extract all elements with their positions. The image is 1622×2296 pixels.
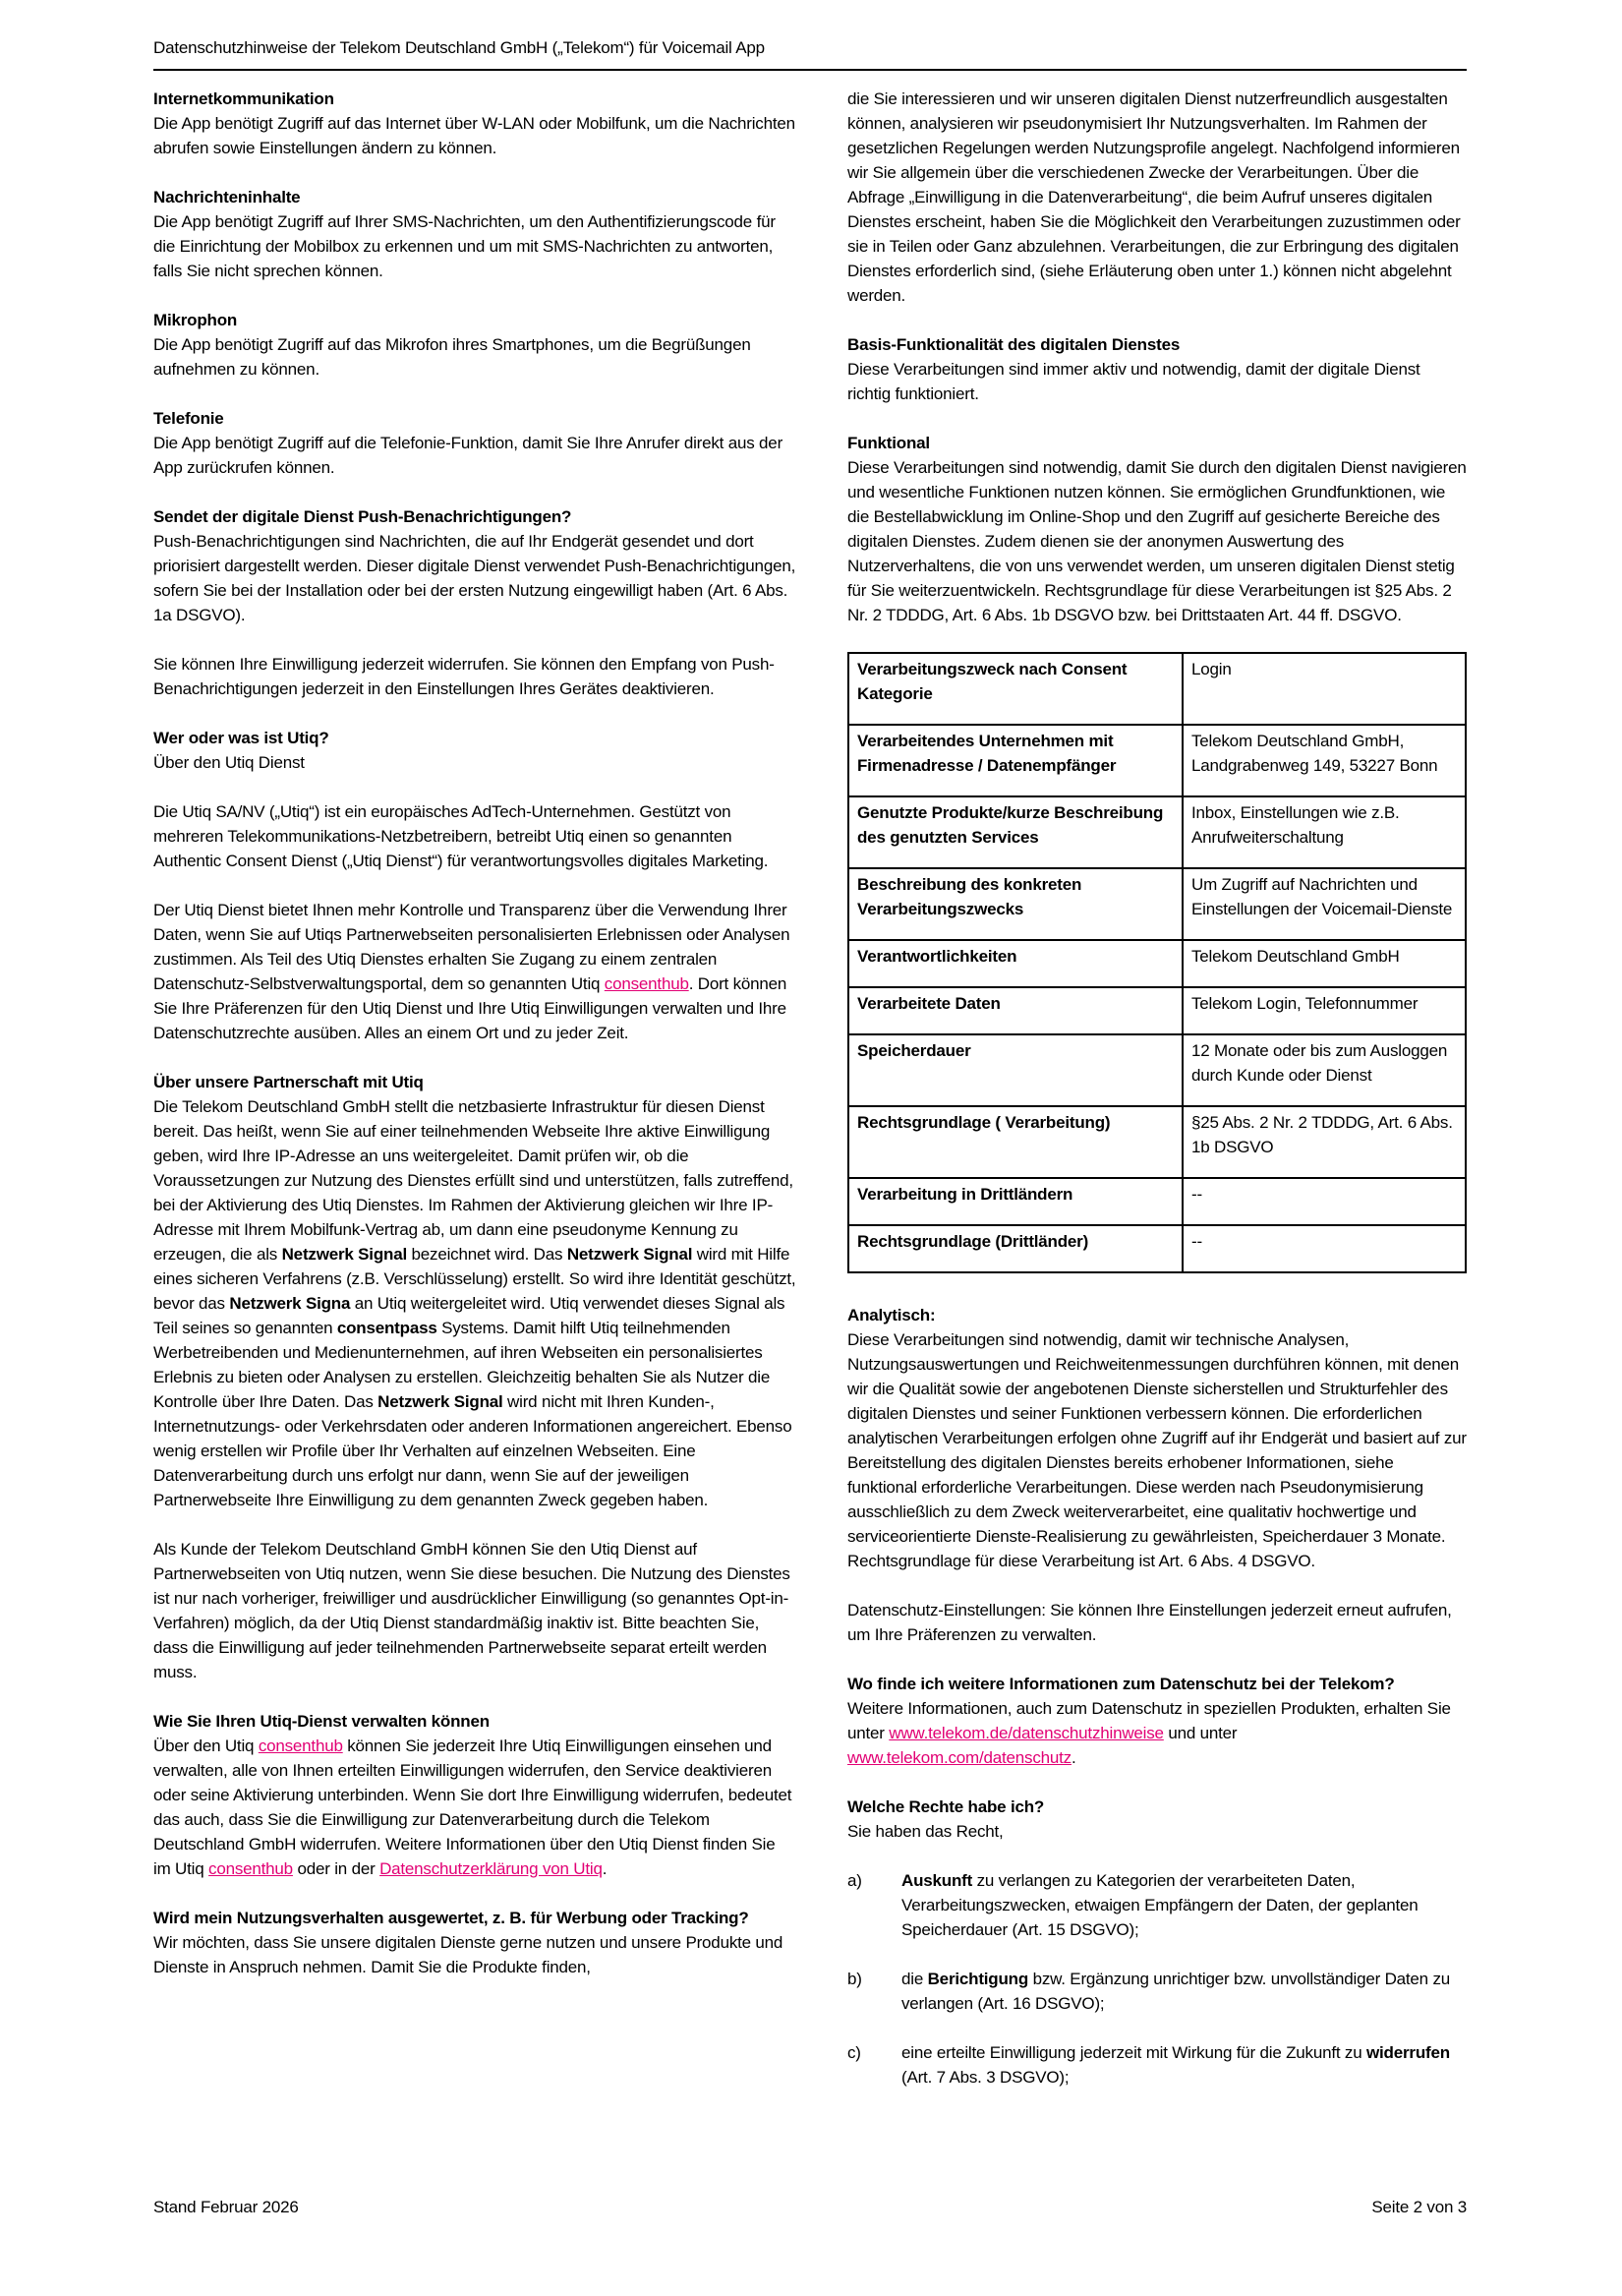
table-row-value: §25 Abs. 2 Nr. 2 TDDDG, Art. 6 Abs. 1b DSGVO	[1183, 1106, 1466, 1178]
table-row-value: --	[1183, 1225, 1466, 1272]
paragraph: Die App benötigt Zugriff auf das Internet über W-LAN oder Mobilfunk, um die Nachrichten abrufen sowie Einstellungen ändern zu können.	[153, 114, 795, 157]
right-column	[847, 87, 1467, 2114]
section-heading-mikrophon: Mikrophon	[153, 311, 238, 329]
table-row	[848, 987, 1466, 1034]
bold-text: consentpass	[336, 1319, 437, 1337]
section-heading-basis-funktionalitaet: Basis-Funktionalität des digitalen Dienstes	[847, 335, 1181, 354]
text: Weitere Informationen, auch zum Datenschutz in speziellen Produkten, erhalten Sie unter	[847, 1699, 1451, 1742]
paragraph: Diese Verarbeitungen sind notwendig, damit Sie durch den digitalen Dienst navigieren und wesentliche Funktionen nutzen können. Sie ermöglichen Grundfunktionen, wie die Bestellabwicklung im Online-Shop und den Zugriff auf gesicherte Bereiche des digitalen Dienstes. Zudem dienen sie der anonymen Auswertung des Nutzerverhaltens, die von uns verwendet werden, um unseren digitalen Dienst stetig für Sie weiterzuentwickeln. Rechtsgrundlage für diese Verarbeitungen ist §25 Abs. 2 Nr. 2 TDDDG, Art. 6 Abs. 1b DSGVO bzw. bei Drittstaaten Art. 44 ff. DSGVO.	[847, 458, 1467, 624]
paragraph: Diese Verarbeitungen sind notwendig, damit wir technische Analysen, Nutzungsauswertungen und Reichweitenmessungen durchführen können, mit denen wir die Qualität sowie der angebotenen Dienste sicherstellen und Strukturfehler des digitalen Dienstes und seiner Funktionen verbessern können. Die erforderlichen analytischen Verarbeitungen erfolgen ohne Zugriff auf ihr Endgerät und basiert auf zur Bereitstellung des digitalen Dienstes bereits erhobener Informationen, siehe funktional erforderliche Verarbeitungen. Diese werden nach Pseudonymisierung ausschließlich zu dem Zweck weiterverarbeitet, eine qualitativ hochwertige und serviceorientierte Dienste-Realisierung zu gewährleisten, Speicherdauer 3 Monate. Rechtsgrundlage für diese Verarbeitung ist Art. 6 Abs. 4 DSGVO.	[847, 1330, 1467, 1570]
section-heading-tracking: Wird mein Nutzungsverhalten ausgewertet, z. B. für Werbung oder Tracking?	[153, 1909, 749, 1927]
bold-text: Netzwerk Signal	[566, 1245, 693, 1264]
table-row-value: Telekom Deutschland GmbH	[1183, 940, 1466, 987]
text: und unter	[1163, 1724, 1238, 1742]
bold-text: Netzwerk Signal	[281, 1245, 407, 1264]
table-row-label: Verarbeitung in Drittländern	[848, 1178, 1183, 1225]
two-column-layout	[153, 87, 1467, 2114]
paragraph	[153, 1094, 796, 1512]
text-link[interactable]: Datenschutzerklärung von Utiq	[379, 1859, 603, 1878]
rights-list-item	[847, 2040, 1467, 2090]
table-row-value: Inbox, Einstellungen wie z.B. Anrufweiterschaltung	[1183, 796, 1466, 868]
bold-text: Netzwerk Signal	[377, 1392, 503, 1411]
rights-list-item	[847, 1868, 1467, 1942]
paragraph-continuation: die Sie interessieren und wir unseren digitalen Dienst nutzerfreundlich ausgestalten können, analysieren wir pseudonymisiert Ihr Nutzungsverhalten. Im Rahmen der gesetzlichen Regelungen werden Nutzungsprofile angelegt. Nachfolgend informieren wir Sie allgemein über die verschiedenen Zwecke der Verarbeitungen. Über die Abfrage „Einwilligung in die Datenverarbeitung“, die beim Aufruf unseres digitalen Dienstes erscheint, haben Sie die Möglichkeit den Verarbeitungen zuzustimmen oder sie in Teilen oder Ganz abzulehnen. Verarbeitungen, die zur Erbringung des digitalen Dienstes erforderlich sind, (siehe Erläuterung oben unter 1.) können nicht abgelehnt werden.	[847, 89, 1461, 305]
bold-text: Auskunft	[901, 1871, 973, 1890]
table-row-value: Telekom Login, Telefonnummer	[1183, 987, 1466, 1034]
text: oder in der	[292, 1859, 380, 1878]
text: bezeichnet wird. Das	[406, 1245, 567, 1264]
table-row-value: Telekom Deutschland GmbH, Landgrabenweg 149, 53227 Bonn	[1183, 725, 1466, 796]
list-item-marker: c)	[847, 2043, 861, 2062]
table-row-label: Genutzte Produkte/kurze Beschreibung des genutzten Services	[848, 796, 1183, 868]
paragraph: Push-Benachrichtigungen sind Nachrichten, die auf Ihr Endgerät gesendet und dort priorisiert dargestellt werden. Dieser digitale Dienst verwendet Push-Benachrichtigungen, sofern Sie bei der Installation oder bei der ersten Nutzung eingewilligt haben (Art. 6 Abs. 1a DSGVO).	[153, 532, 796, 624]
section-heading-telefonie: Telefonie	[153, 409, 224, 428]
table-row-label: Beschreibung des konkreten Verarbeitungszwecks	[848, 868, 1183, 940]
text: bzw. Ergänzung unrichtiger bzw. unvollständiger Daten zu verlangen (Art. 16 DSGVO);	[901, 1970, 1451, 2013]
text: zu verlangen zu Kategorien der verarbeiteten Daten, Verarbeitungszwecken, etwaigen Empfängern der Daten, der geplanten Speicherdauer (Art. 15 DSGVO);	[901, 1871, 1419, 1939]
bold-text: Netzwerk Signa	[229, 1294, 351, 1313]
text: wird nicht mit Ihren Kunden-, Internetnutzungs- oder Verkehrsdaten oder anderen Informationen angereichert. Ebenso wenig erstellen wir Profile über Ihr Verhalten auf einzelnen Webseiten. Eine Datenverarbeitung durch uns erfolgt nur dann, wenn Sie auf der jeweiligen Partnerwebseite Ihre Einwilligung zu dem genannten Zweck gegeben haben.	[153, 1392, 792, 1509]
section-heading-push: Sendet der digitale Dienst Push-Benachrichtigungen?	[153, 507, 572, 526]
table-row	[848, 653, 1466, 725]
section-heading-internetkommunikation: Internetkommunikation	[153, 89, 334, 108]
paragraph: Die App benötigt Zugriff auf die Telefonie-Funktion, damit Sie Ihre Anrufer direkt aus der App zurückrufen können.	[153, 434, 783, 477]
paragraph: Die App benötigt Zugriff auf Ihrer SMS-Nachrichten, um den Authentifizierungscode für die Einrichtung der Mobilbox zu erkennen und um mit SMS-Nachrichten zu antworten, falls Sie nicht sprechen können.	[153, 212, 776, 280]
text: .	[602, 1859, 608, 1878]
text-link[interactable]: consenthub	[208, 1859, 293, 1878]
footer-date: Stand Februar 2026	[153, 2198, 299, 2216]
paragraph	[153, 898, 796, 1045]
section-heading-utiq: Wer oder was ist Utiq?	[153, 729, 329, 747]
table-row-label: Verantwortlichkeiten	[848, 940, 1183, 987]
table-row	[848, 1034, 1466, 1106]
table-row-label: Verarbeitendes Unternehmen mit Firmenadresse / Datenempfänger	[848, 725, 1183, 796]
section-heading-utiq-verwalten: Wie Sie Ihren Utiq-Dienst verwalten können	[153, 1712, 490, 1731]
paragraph	[847, 1696, 1467, 1770]
table-row	[848, 725, 1466, 796]
text: Systems. Damit hilft Utiq teilnehmenden Werbetreibenden und Medienunternehmen, auf ihren Webseiten ein personalisiertes Erlebnis zu bieten oder Analysen zu erstellen. Gleichzeitig behalten Sie als Nutzer die Kontrolle über Ihre Daten. Das	[153, 1319, 771, 1411]
table-row	[848, 1178, 1466, 1225]
table-row-label: Rechtsgrundlage (Drittländer)	[848, 1225, 1183, 1272]
rights-list	[847, 1868, 1467, 2090]
text: an Utiq weitergeleitet wird. Utiq verwendet dieses Signal als Teil seines so genannten	[153, 1294, 785, 1337]
section-heading-weitere-informationen: Wo finde ich weitere Informationen zum Datenschutz bei der Telekom?	[847, 1675, 1395, 1693]
table-row	[848, 868, 1466, 940]
paragraph: Sie können Ihre Einwilligung jederzeit widerrufen. Sie können den Empfang von Push-Benachrichtigungen jederzeit in den Einstellungen Ihres Gerätes deaktivieren.	[153, 655, 775, 698]
text: können Sie jederzeit Ihre Utiq Einwilligungen einsehen und verwalten, alle von Ihnen erteilten Einwilligungen widerrufen, den Service deaktivieren oder seine Aktivierung unterbinden. Wenn Sie dort Ihre Einwilligung widerrufen, bedeutet das auch, dass Sie die Einwilligung zur Datenverarbeitung durch die Telekom Deutschland GmbH widerrufen. Weitere Informationen über den Utiq Dienst finden Sie im Utiq	[153, 1737, 792, 1878]
text-link[interactable]: consenthub	[604, 974, 689, 993]
paragraph: Wir möchten, dass Sie unsere digitalen Dienste gerne nutzen und unsere Produkte und Dienste in Anspruch nehmen. Damit Sie die Produkte finden,	[153, 1933, 783, 1976]
text: die	[901, 1970, 928, 1988]
text: (Art. 7 Abs. 3 DSGVO);	[901, 2068, 1070, 2087]
processing-details-table	[847, 652, 1467, 1273]
paragraph: Diese Verarbeitungen sind immer aktiv und notwendig, damit der digitale Dienst richtig funktioniert.	[847, 360, 1420, 403]
text: Der Utiq Dienst bietet Ihnen mehr Kontrolle und Transparenz über die Verwendung Ihrer Daten, wenn Sie auf Utiqs Partnerwebseiten personalisierten Erlebnissen oder Analysen zustimmen. Als Teil des Utiq Dienstes erhalten Sie Zugang zu einem zentralen Datenschutz-Selbstverwaltungsportal, dem so genannten Utiq	[153, 901, 790, 993]
list-item-marker: b)	[847, 1970, 862, 1988]
list-item-marker: a)	[847, 1871, 862, 1890]
table-row-label: Rechtsgrundlage ( Verarbeitung)	[848, 1106, 1183, 1178]
table-row-value: Um Zugriff auf Nachrichten und Einstellungen der Voicemail-Dienste	[1183, 868, 1466, 940]
table-row-label: Verarbeitungszweck nach Consent Kategorie	[848, 653, 1183, 725]
text-link[interactable]: www.telekom.de/datenschutzhinweise	[889, 1724, 1164, 1742]
text: wird mit Hilfe eines sicheren Verfahrens (z.B. Verschlüsselung) erstellt. So wird ihre Identität geschützt, bevor das	[153, 1245, 796, 1313]
footer-page-number: Seite 2 von 3	[1371, 2198, 1467, 2216]
bold-text: Berichtigung	[927, 1970, 1029, 1988]
text-link[interactable]: consenthub	[258, 1737, 343, 1755]
table-row-label: Verarbeitete Daten	[848, 987, 1183, 1034]
text: Die Telekom Deutschland GmbH stellt die netzbasierte Infrastruktur für diesen Dienst bereit. Das heißt, wenn Sie auf einer teilnehmenden Webseite Ihre aktive Einwilligung geben, wird Ihre IP-Adresse an uns weitergeleitet. Damit prüfen wir, ob die Voraussetzungen zur Nutzung des Dienstes erfüllt sind und unterstützen, falls zutreffend, bei der Aktivierung des Utiq Dienstes. Im Rahmen der Aktivierung gleichen wir Ihre IP-Adresse mit Ihrem Mobilfunk-Vertrag ab, um dann eine pseudonyme Kennung zu erzeugen, die als	[153, 1097, 793, 1264]
bold-text: widerrufen	[1366, 2043, 1450, 2062]
text: .	[1071, 1748, 1076, 1767]
list-item-text	[901, 2040, 1467, 2090]
document-body	[153, 35, 1467, 2114]
left-column	[153, 87, 796, 2114]
table-row	[848, 940, 1466, 987]
table-row	[848, 1106, 1466, 1178]
table-row	[848, 1225, 1466, 1272]
rights-list-item	[847, 1967, 1467, 2016]
section-heading-rechte: Welche Rechte habe ich?	[847, 1797, 1045, 1816]
document-footer	[153, 2195, 1467, 2219]
paragraph: Sie haben das Recht,	[847, 1822, 1004, 1841]
section-heading-analytisch: Analytisch:	[847, 1306, 936, 1325]
paragraph: Die App benötigt Zugriff auf das Mikrofon ihres Smartphones, um die Begrüßungen aufnehmen zu können.	[153, 335, 751, 379]
paragraph: Datenschutz-Einstellungen: Sie können Ihre Einstellungen jederzeit erneut aufrufen, um Ihre Präferenzen zu verwalten.	[847, 1601, 1452, 1644]
list-item-text	[901, 1868, 1467, 1942]
paragraph	[153, 1734, 796, 1881]
text: eine erteilte Einwilligung jederzeit mit Wirkung für die Zukunft zu	[901, 2043, 1367, 2062]
section-heading-partnerschaft: Über unsere Partnerschaft mit Utiq	[153, 1073, 424, 1091]
text: Über den Utiq	[153, 1737, 259, 1755]
section-heading-funktional: Funktional	[847, 434, 930, 452]
table-row-value: Login	[1183, 653, 1466, 725]
table-row-value: --	[1183, 1178, 1466, 1225]
section-heading-nachrichteninhalte: Nachrichteninhalte	[153, 188, 301, 206]
document-title: Datenschutzhinweise der Telekom Deutschland GmbH („Telekom“) für Voicemail App	[153, 35, 1467, 71]
list-item-text	[901, 1967, 1467, 2016]
paragraph: Die Utiq SA/NV („Utiq“) ist ein europäisches AdTech-Unternehmen. Gestützt von mehreren Telekommunikations-Netzbetreibern, betreibt Utiq einen so genannten Authentic Consent Dienst („Utiq Dienst“) für verantwortungsvolles digitales Marketing.	[153, 802, 769, 870]
subheading: Über den Utiq Dienst	[153, 753, 305, 772]
table-row-label: Speicherdauer	[848, 1034, 1183, 1106]
table-row-value: 12 Monate oder bis zum Ausloggen durch Kunde oder Dienst	[1183, 1034, 1466, 1106]
paragraph: Als Kunde der Telekom Deutschland GmbH können Sie den Utiq Dienst auf Partnerwebseiten von Utiq nutzen, wenn Sie diese besuchen. Die Nutzung des Dienstes ist nur nach vorheriger, freiwilliger und ausdrücklicher Einwilligung (so genanntes Opt-in-Verfahren) möglich, da der Utiq Dienst standardmäßig inaktiv ist. Bitte beachten Sie, dass die Einwilligung auf jeder teilnehmenden Partnerwebseite separat erteilt werden muss.	[153, 1540, 790, 1681]
text: . Dort können Sie Ihre Präferenzen für den Utiq Dienst und Ihre Utiq Einwilligungen verwalten und Ihre Datenschutzrechte ausüben. Alles an einem Ort und zu jeder Zeit.	[153, 974, 787, 1042]
text-link[interactable]: www.telekom.com/datenschutz	[847, 1748, 1072, 1767]
table-row	[848, 796, 1466, 868]
